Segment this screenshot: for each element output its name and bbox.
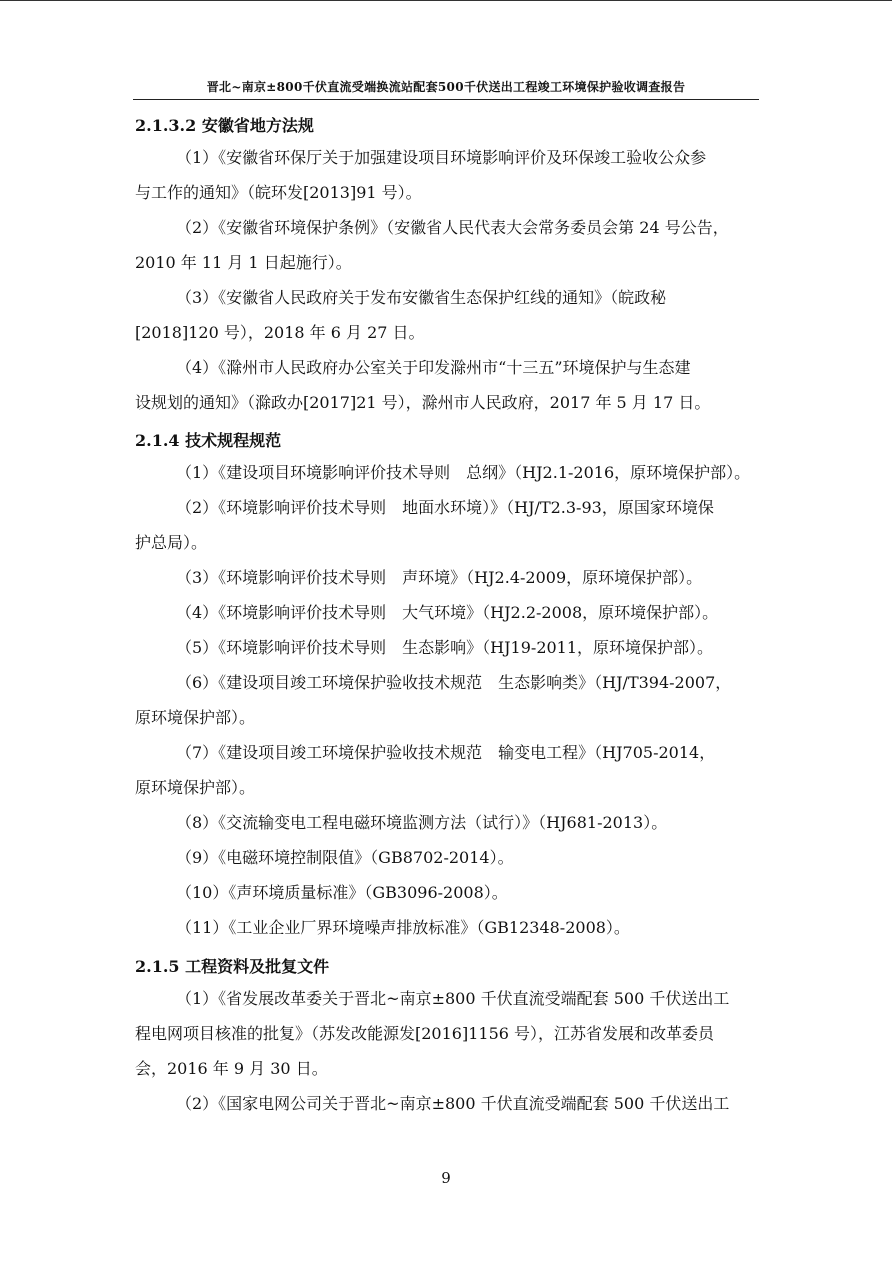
item-first-line: （4）《滁州市人民政府办公室关于印发滁州市“十三五”环境保护与生态建 [176, 358, 691, 377]
item-first-line: （11）《工业企业厂界环境噪声排放标准》（GB12348-2008）。 [176, 918, 630, 937]
item-continuation-line: 2010 年 11 月 1 日起施行）。 [135, 253, 352, 272]
list-item [135, 140, 759, 210]
list-item [135, 595, 759, 630]
page-header-title: 晋北~南京±800千伏直流受端换流站配套500千伏送出工程竣工环境保护验收调查报告 [206, 80, 686, 94]
list-item [135, 350, 759, 420]
item-first-line: （6）《建设项目竣工环境保护验收技术规范 生态影响类》（HJ/T394-2007， [176, 673, 732, 692]
item-first-line: （9）《电磁环境控制限值》（GB8702-2014）。 [176, 848, 514, 867]
list-item [135, 630, 759, 665]
section-heading: 2.1.5 工程资料及批复文件 [135, 957, 330, 976]
list-item [135, 1086, 759, 1121]
item-first-line: （4）《环境影响评价技术导则 大气环境》（HJ2.2-2008，原环境保护部）。 [176, 603, 719, 622]
list-item [135, 805, 759, 840]
item-continuation-line: 会，2016 年 9 月 30 日。 [135, 1059, 328, 1078]
item-first-line: （5）《环境影响评价技术导则 生态影响》（HJ19-2011，原环境保护部）。 [176, 638, 714, 657]
item-continuation-line: 原环境保护部）。 [135, 708, 256, 727]
header-divider [133, 99, 759, 100]
list-item [135, 840, 759, 875]
page-number: 9 [441, 1169, 451, 1187]
list-item [135, 455, 759, 490]
list-item [135, 665, 759, 735]
item-first-line: （3）《安徽省人民政府关于发布安徽省生态保护红线的通知》（皖政秘 [176, 288, 667, 307]
list-item [135, 981, 759, 1086]
item-first-line: （10）《声环境质量标准》（GB3096-2008）。 [176, 883, 508, 902]
item-first-line: （7）《建设项目竣工环境保护验收技术规范 输变电工程》（HJ705-2014， [176, 743, 716, 762]
list-item [135, 560, 759, 595]
list-item [135, 910, 759, 945]
list-item [135, 875, 759, 910]
item-continuation-line: 护总局）。 [135, 533, 208, 552]
section-heading: 2.1.4 技术规程规范 [135, 431, 282, 450]
list-item [135, 280, 759, 350]
item-continuation-line: 设规划的通知》（滁政办[2017]21 号），滁州市人民政府，2017 年 5 月 17 日。 [135, 393, 711, 412]
item-first-line: （2）《环境影响评价技术导则 地面水环境）》（HJ/T2.3-93，原国家环境保 [176, 498, 714, 517]
item-first-line: （8）《交流输变电工程电磁环境监测方法（试行）》（HJ681-2013）。 [176, 813, 668, 832]
item-continuation-line: 程电网项目核准的批复》（苏发改能源发[2016]1156 号），江苏省发展和改革委员 [135, 1024, 715, 1043]
item-first-line: （1）《安徽省环保厅关于加强建设项目环境影响评价及环保竣工验收公众参 [176, 148, 707, 167]
item-first-line: （2）《国家电网公司关于晋北~南京±800 千伏直流受端配套 500 千伏送出工 [176, 1094, 730, 1113]
item-first-line: （1）《建设项目环境影响评价技术导则 总纲》（HJ2.1-2016，原环境保护部）。 [176, 463, 751, 482]
item-first-line: （2）《安徽省环境保护条例》（安徽省人民代表大会常务委员会第 24 号公告， [176, 218, 729, 237]
list-item [135, 735, 759, 805]
item-continuation-line: [2018]120 号），2018 年 6 月 27 日。 [135, 323, 425, 342]
list-item [135, 490, 759, 560]
item-continuation-line: 原环境保护部）。 [135, 778, 256, 797]
item-first-line: （3）《环境影响评价技术导则 声环境》（HJ2.4-2009，原环境保护部）。 [176, 568, 703, 587]
section-heading: 2.1.3.2 安徽省地方法规 [135, 116, 314, 135]
item-first-line: （1）《省发展改革委关于晋北~南京±800 千伏直流受端配套 500 千伏送出工 [176, 989, 730, 1008]
item-continuation-line: 与工作的通知》（皖环发[2013]91 号）。 [135, 183, 422, 202]
document-body [135, 112, 759, 1121]
top-border-line [0, 0, 892, 1]
list-item [135, 210, 759, 280]
